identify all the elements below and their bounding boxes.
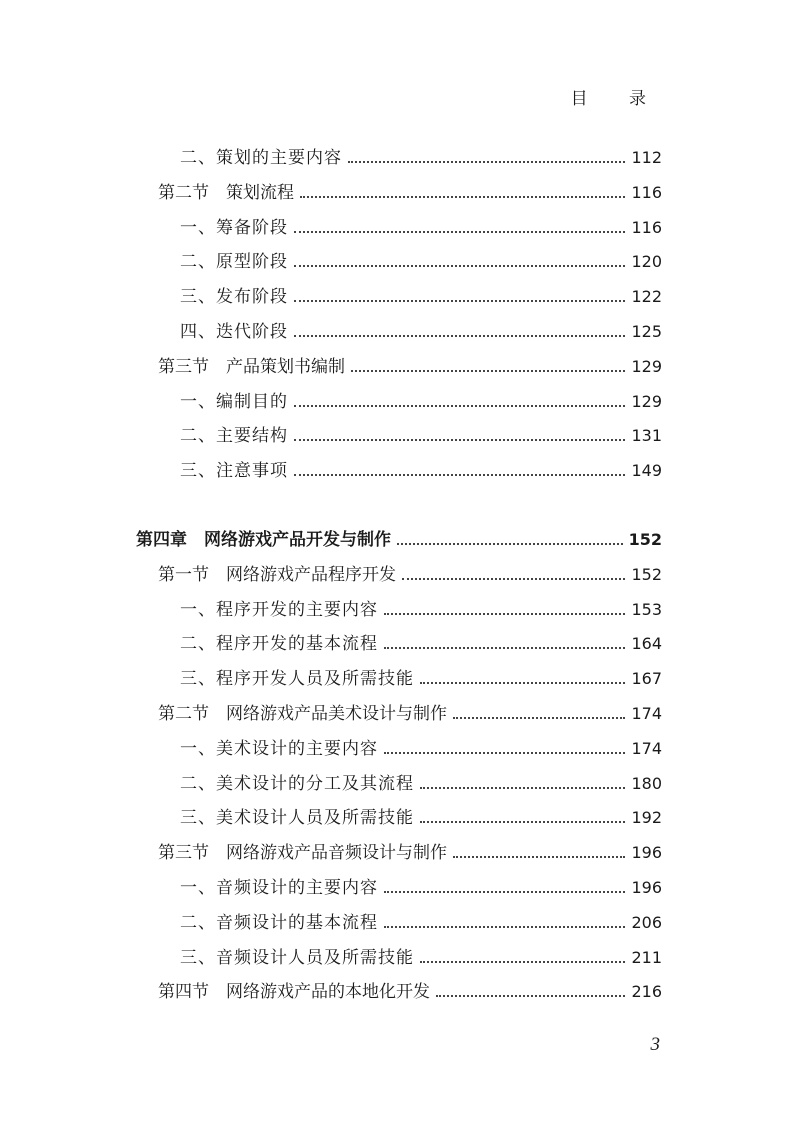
- toc-entry-page: 152: [628, 530, 662, 549]
- toc-entry-page: 174: [631, 704, 662, 723]
- toc-leader-dots: [294, 265, 625, 267]
- toc-entry-section: [158, 700, 662, 728]
- toc-entry-subsection: [180, 422, 662, 450]
- toc-entry-title: 一、编制目的: [180, 391, 288, 412]
- toc-leader-dots: [420, 682, 625, 684]
- toc-leader-dots: [420, 821, 625, 823]
- toc-leader-dots: [348, 161, 625, 163]
- toc-entry-subsection: [180, 388, 662, 416]
- toc-entry-title: 二、策划的主要内容: [180, 148, 342, 168]
- toc-entry-title: 第二节 网络游戏产品美术设计与制作: [158, 704, 447, 724]
- toc-entry-title: 二、音频设计的基本流程: [180, 912, 378, 933]
- toc-entry-title: 一、程序开发的主要内容: [180, 599, 378, 620]
- toc-entry-subsection: [180, 283, 662, 311]
- toc-entry-subsection: [180, 735, 662, 763]
- toc-entry-page: 122: [631, 287, 662, 307]
- toc-leader-dots: [402, 578, 625, 580]
- toc-leader-dots: [453, 856, 625, 858]
- toc-entry-page: 152: [631, 564, 662, 584]
- toc-entry-page: 196: [631, 878, 662, 897]
- toc-leader-dots: [294, 474, 625, 476]
- toc-entry-page: 192: [631, 808, 662, 828]
- toc-entry-page: 174: [631, 738, 662, 758]
- toc-leader-dots: [294, 439, 625, 441]
- toc-entry-title: 第一节 网络游戏产品程序开发: [158, 564, 396, 585]
- toc-entry-section: [158, 978, 662, 1006]
- toc-entry-page: 116: [631, 182, 662, 202]
- toc-entry-title: 第四章 网络游戏产品开发与制作: [136, 530, 391, 550]
- toc-entry-page: 167: [631, 669, 662, 689]
- toc-entry-subsection: [180, 770, 662, 798]
- toc-entry-page: 120: [631, 252, 662, 272]
- toc-entry-page: 216: [631, 982, 662, 1002]
- toc-leader-dots: [384, 613, 625, 615]
- toc-entry-page: 206: [631, 912, 662, 932]
- toc-entry-subsection: [180, 909, 662, 937]
- toc-entry-page: 149: [631, 461, 662, 481]
- toc-leader-dots: [294, 231, 625, 233]
- page-number: 3: [650, 1034, 660, 1055]
- toc-entry-title: 第三节 产品策划书编制: [158, 356, 345, 377]
- toc-entry-section: [158, 839, 662, 867]
- toc-entry-subsection: [180, 804, 662, 832]
- toc-entry-title: 四、迭代阶段: [180, 322, 288, 342]
- toc-entry-title: 第三节 网络游戏产品音频设计与制作: [158, 843, 447, 864]
- toc-entry-subsection: [180, 874, 662, 902]
- toc-entry-subsection: [180, 944, 662, 972]
- toc-leader-dots: [397, 543, 623, 545]
- toc-entry-page: 153: [631, 599, 662, 619]
- toc-leader-dots: [420, 961, 625, 963]
- toc-entry-subsection: [180, 665, 662, 693]
- toc-entry-page: 116: [631, 217, 662, 237]
- toc-leader-dots: [384, 926, 625, 928]
- toc-entry-subsection: [180, 144, 662, 172]
- toc-entry-title: 三、注意事项: [180, 461, 288, 482]
- toc-entry-subsection: [180, 214, 662, 242]
- toc-entry-section: [158, 353, 662, 381]
- toc-entry-page: 180: [631, 773, 662, 793]
- toc-entry-title: 三、程序开发人员及所需技能: [180, 669, 414, 690]
- toc-leader-dots: [384, 647, 625, 649]
- toc-entry-page: 129: [631, 356, 662, 376]
- toc-entry-title: 一、筹备阶段: [180, 217, 288, 238]
- toc-leader-dots: [436, 995, 625, 997]
- toc-entry-title: 二、原型阶段: [180, 252, 288, 273]
- toc-entry-page: 196: [631, 843, 662, 863]
- toc-entry-title: 三、发布阶段: [180, 287, 288, 308]
- toc-entry-title: 第二节 策划流程: [158, 182, 294, 203]
- toc-entry-section: [158, 561, 662, 589]
- toc-leader-dots: [294, 335, 625, 337]
- toc-leader-dots: [294, 300, 625, 302]
- toc-leader-dots: [351, 370, 625, 372]
- toc-entry-title: 二、程序开发的基本流程: [180, 634, 378, 655]
- toc-entry-page: 211: [631, 947, 662, 967]
- toc-entry-page: 164: [631, 634, 662, 654]
- toc-entry-page: 131: [631, 426, 662, 446]
- toc-leader-dots: [300, 196, 625, 198]
- toc-leader-dots: [384, 891, 625, 893]
- toc-entry-chapter: [136, 526, 662, 554]
- toc-leader-dots: [294, 405, 625, 407]
- toc-entry-subsection: [180, 630, 662, 658]
- running-head: 目 录: [570, 89, 664, 109]
- toc-entry-title: 一、音频设计的主要内容: [180, 878, 378, 898]
- toc-entry-page: 129: [631, 391, 662, 411]
- toc-entry-subsection: [180, 248, 662, 276]
- toc-entry-title: 二、美术设计的分工及其流程: [180, 773, 414, 794]
- toc-entry-title: 二、主要结构: [180, 426, 288, 447]
- toc-leader-dots: [453, 717, 625, 719]
- toc-entry-page: 125: [631, 322, 662, 341]
- toc-entry-subsection: [180, 457, 662, 485]
- toc-leader-dots: [384, 752, 625, 754]
- toc-entry-page: 112: [631, 148, 662, 167]
- toc-entry-subsection: [180, 318, 662, 346]
- toc-entry-section: [158, 179, 662, 207]
- toc-entry-title: 第四节 网络游戏产品的本地化开发: [158, 982, 430, 1003]
- toc-entry-title: 三、美术设计人员及所需技能: [180, 808, 414, 829]
- toc-entry-title: 一、美术设计的主要内容: [180, 738, 378, 759]
- toc-entry-title: 三、音频设计人员及所需技能: [180, 947, 414, 968]
- toc-entry-subsection: [180, 596, 662, 624]
- toc-leader-dots: [420, 787, 625, 789]
